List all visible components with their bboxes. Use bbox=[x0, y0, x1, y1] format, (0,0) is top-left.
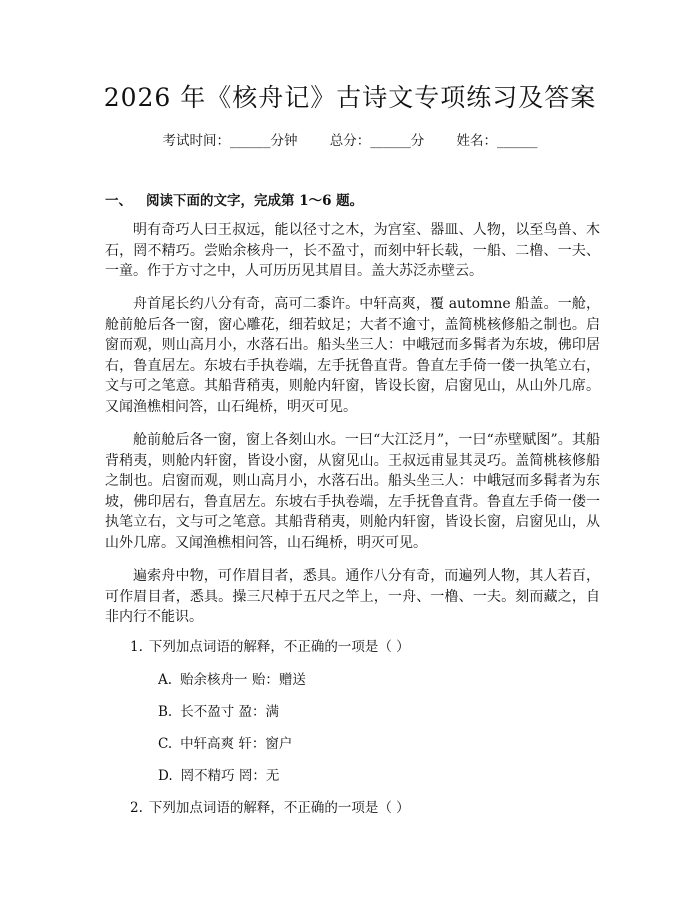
question-2 bbox=[130, 798, 410, 818]
passage-paragraph-3: 舱前舱后各一窗，窗上各刻山水。一曰“大江泛月”，一曰“赤壁赋图”。其船背稍夷，则舱内轩窗，皆设小窗，从窗见山。王叔远甫显其灵巧。盖简桃核修船之制也。启窗而观，则山高月小，水落石出。船头坐三人：中峨冠而多髯者为东坡，佛印居右，鲁直居左。东坡右手执卷端，左手抚鲁直背。鲁直左手倚一偻一执笔立右，文与可之笔意。其船背稍夷，则舱内轩窗，皆设长窗，启窗见山，从山外几席。又闻渔樵相问答，山石绳桥，明灭可见。 bbox=[105, 432, 600, 551]
passage-paragraph-2: 舟首尾长约八分有奇，高可二黍许。中轩高爽，覆 automne 船盖。一舱，舱前舱后各一窗，窗心雕花，细若蚊足；大者不逾寸，盖简桃核修船之制也。启窗而观，则山高月小，水落石出。船头坐三人：中峨冠而多髯者为东坡，佛印居右，鲁直居左。东坡右手执卷端，左手抚鲁直背。鲁直左手倚一偻一执笔立右，文与可之笔意。其船背稍夷，则舱内轩窗，皆设长窗，启窗见山，从山外几席。又闻渔樵相问答，山石绳桥，明灭可见。 bbox=[105, 296, 600, 415]
exam-name: 姓名：______ bbox=[456, 133, 538, 149]
passage-paragraph-1: 明有奇巧人曰王叔远，能以径寸之木，为宫室、器皿、人物，以至鸟兽、木石，罔不精巧。尝贻余核舟一，长不盈寸，而刻中轩长载，一船、二橹、一夫、一童。作于方寸之中，人可历历见其眉目。盖大苏泛赤壁云。 bbox=[105, 222, 600, 279]
option-text: 长不盈寸 盈：满 bbox=[180, 704, 280, 720]
option-letter: B. bbox=[158, 704, 173, 720]
question-number: 1. bbox=[130, 639, 143, 655]
option-letter: D. bbox=[158, 768, 173, 784]
page-title: 2026 年《核舟记》古诗文专项练习及答案 bbox=[103, 83, 597, 112]
passage-paragraph-4: 遍索舟中物，可作眉目者，悉具。通作八分有奇，而遍列人物，其人若百，可作眉目者，悉具。操三尺棹于五尺之竿上，一舟、一橹、一夫。刻而藏之，自非内行不能识。 bbox=[105, 568, 600, 625]
option-text: 中轩高爽 轩：窗户 bbox=[180, 736, 293, 752]
option-letter: A. bbox=[158, 672, 173, 688]
option-a[interactable] bbox=[158, 670, 306, 690]
question-number: 2. bbox=[130, 800, 143, 816]
exam-meta bbox=[0, 131, 700, 151]
exam-time: 考试时间：______分钟 bbox=[162, 133, 298, 149]
question-1 bbox=[130, 637, 410, 657]
option-d[interactable] bbox=[158, 766, 279, 786]
option-c[interactable] bbox=[158, 734, 292, 754]
section-heading bbox=[105, 191, 363, 211]
option-b[interactable] bbox=[158, 702, 279, 722]
option-text: 罔不精巧 罔：无 bbox=[180, 768, 280, 784]
section-title: 阅读下面的文字，完成第 1～6 题。 bbox=[146, 193, 364, 209]
section-number: 一、 bbox=[105, 193, 132, 209]
option-letter: C. bbox=[158, 736, 173, 752]
question-text: 下列加点词语的解释，不正确的一项是（ ） bbox=[148, 800, 410, 816]
exam-score: 总分：______分 bbox=[329, 133, 425, 149]
question-text: 下列加点词语的解释，不正确的一项是（ ） bbox=[148, 639, 410, 655]
option-text: 贻余核舟一 贻：赠送 bbox=[180, 672, 306, 688]
